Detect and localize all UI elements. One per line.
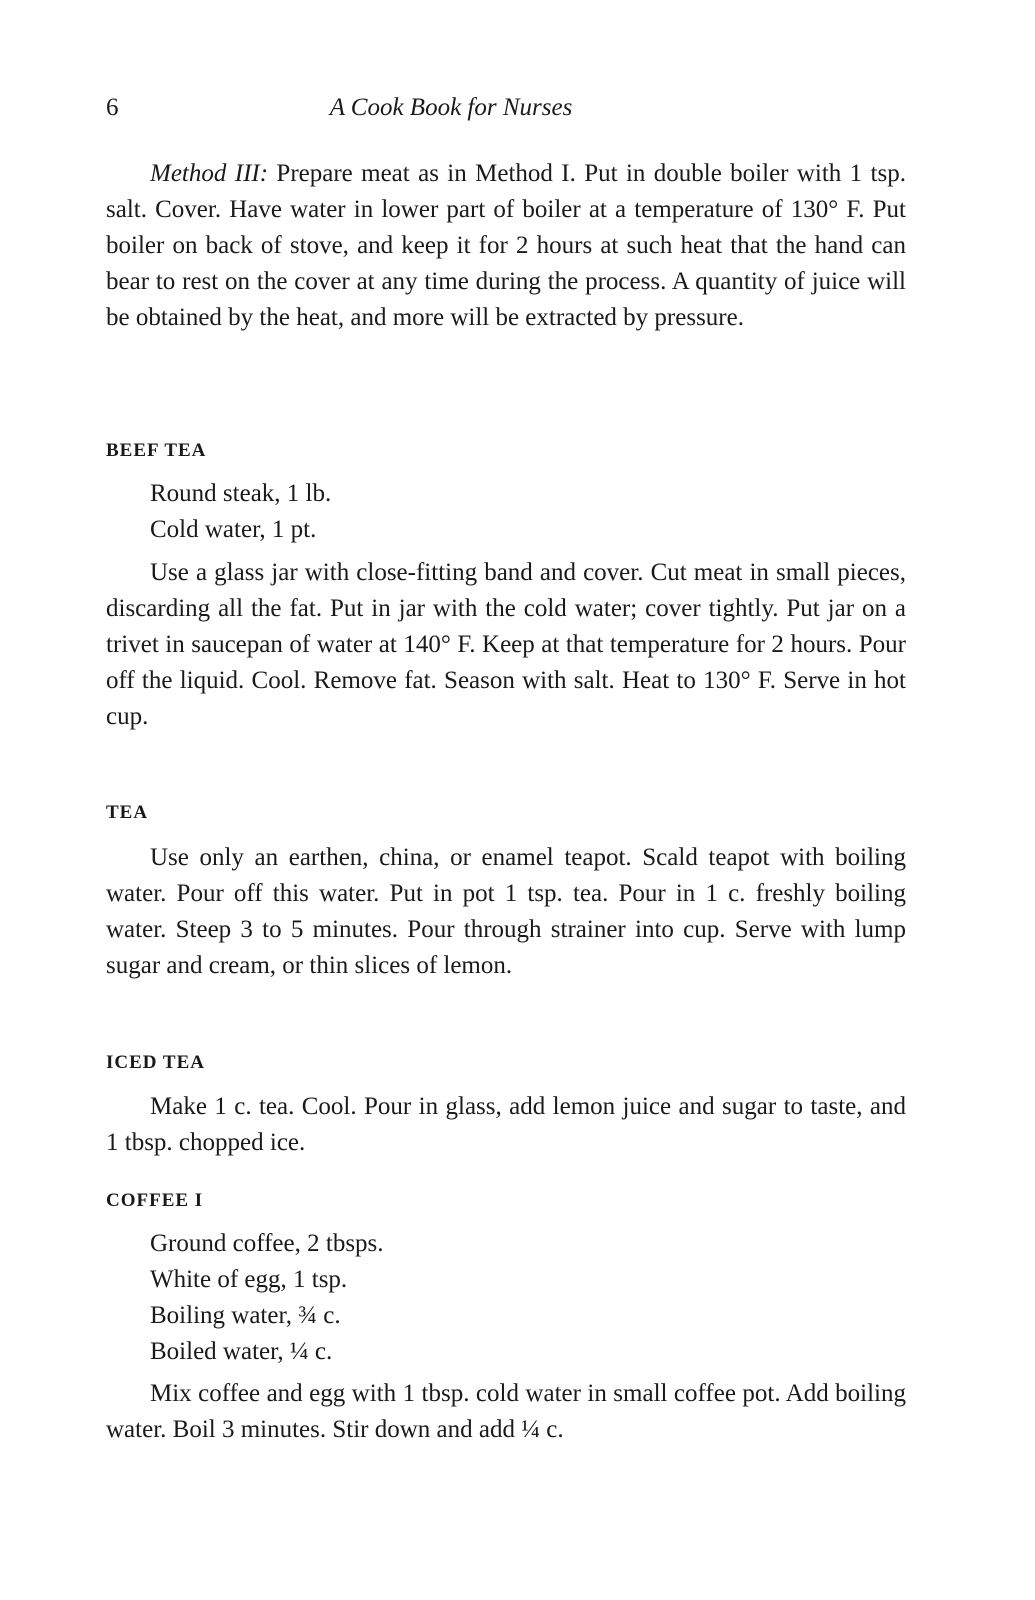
iced-tea-section bbox=[106, 1089, 906, 1161]
ingredient-item: White of egg, 1 tsp. bbox=[150, 1266, 348, 1293]
ingredient-item: Ground coffee, 2 tbsps. bbox=[150, 1230, 384, 1257]
coffee-one-heading: COFFEE I bbox=[106, 1190, 204, 1211]
method-three-text: Prepare meat as in Method I. Put in double boiler with 1 tsp. salt. Cover. Have water in lower part of boiler at a temperature of 130° F. Put boiler on back of stove, and keep it for 2 hours at such heat that the hand can bear to rest on the cover at any time during the process. A quantity of juice will be obtained by the heat, and more will be extracted by pressure. bbox=[106, 160, 906, 331]
coffee-one-directions: Mix coffee and egg with 1 tbsp. cold water in small coffee pot. Add boiling water. Boil 3 minutes. Stir down and add ¼ c. bbox=[106, 1380, 906, 1443]
running-title: A Cook Book for Nurses bbox=[329, 94, 573, 121]
tea-section bbox=[106, 840, 906, 984]
beef-tea-directions: Use a glass jar with close-fitting band and cover. Cut meat in small pieces, discarding all the fat. Put in jar with the cold water; cover tightly. Put jar on a trivet in saucepan of water at 140° F. Keep at that temperature for 2 hours. Pour off the liquid. Cool. Remove fat. Season with salt. Heat to 130° F. Serve in hot cup. bbox=[106, 559, 906, 730]
iced-tea-heading: ICED TEA bbox=[106, 1052, 205, 1073]
ingredient-item: Boiled water, ¼ c. bbox=[150, 1338, 333, 1365]
method-three-paragraph bbox=[106, 156, 906, 336]
ingredient-item: Round steak, 1 lb. bbox=[150, 480, 332, 507]
coffee-one-section bbox=[106, 1376, 906, 1448]
ingredient-item: Cold water, 1 pt. bbox=[150, 516, 317, 543]
beef-tea-heading: BEEF TEA bbox=[106, 440, 207, 461]
page-number: 6 bbox=[106, 94, 119, 121]
tea-heading: TEA bbox=[106, 802, 149, 823]
beef-tea-section bbox=[106, 555, 906, 735]
method-three-label: Method III: bbox=[150, 160, 269, 187]
beef-tea-ingredients bbox=[150, 476, 331, 548]
method-three-section bbox=[106, 156, 906, 336]
coffee-one-ingredients bbox=[150, 1226, 384, 1370]
iced-tea-directions: Make 1 c. tea. Cool. Pour in glass, add lemon juice and sugar to taste, and 1 tbsp. chopped ice. bbox=[106, 1093, 906, 1156]
tea-directions: Use only an earthen, china, or enamel teapot. Scald teapot with boiling water. Pour off this water. Put in pot 1 tsp. tea. Pour in 1 c. freshly boiling water. Steep 3 to 5 minutes. Pour through strainer into cup. Serve with lump sugar and cream, or thin slices of lemon. bbox=[106, 844, 906, 979]
running-head bbox=[106, 94, 906, 130]
ingredient-item: Boiling water, ¾ c. bbox=[150, 1302, 341, 1329]
